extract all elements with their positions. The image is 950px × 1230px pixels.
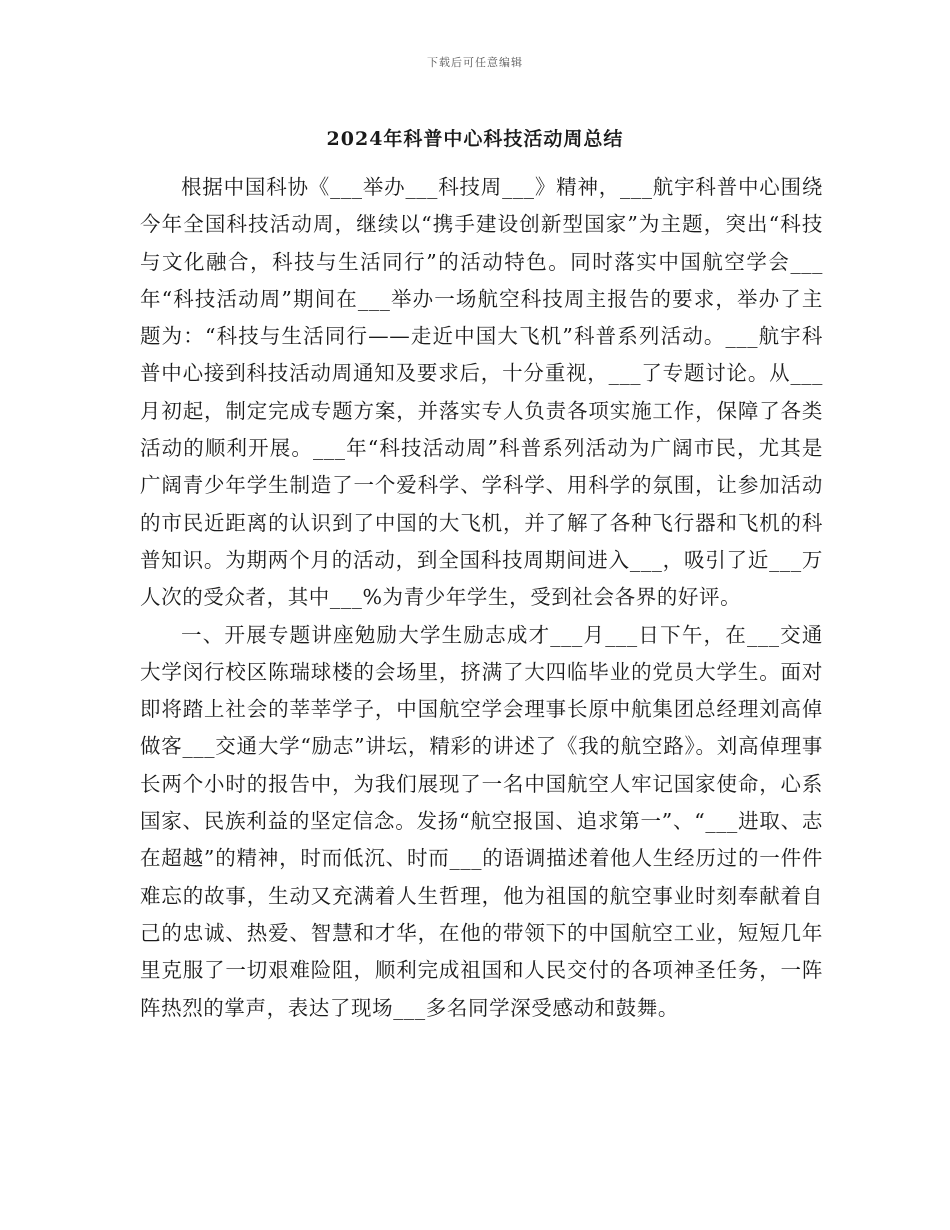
paragraph-intro: 根据中国科协《___举办___科技周___》精神，___航宇科普中心围绕今年全国科技活动周，继续以“携手建设创新型国家”为主题，突出“科技与文化融合，科技与生活同行”的活动特色。同时落实中国航空学会___年“科技活动周”期间在___举办一场航空科技周主报告的要求，举办了主题为：“科技与生活同行——走近中国大飞机”科普系列活动。___航宇科普中心接到科技活动周通知及要求后，十分重视，___了专题讨论。从___月初起，制定完成专题方案，并落实专人负责各项实施工作，保障了各类活动的顺利开展。___年“科技活动周”科普系列活动为广阔市民，尤其是广阔青少年学生制造了一个爱科学、学科学、用科学的氛围，让参加活动的市民近距离的认识到了中国的大飞机，并了解了各种飞行器和飞机的科普知识。为期两个月的活动，到全国科技周期间进入___，吸引了近___万人次的受众者，其中___%为青少年学生，受到社会各界的好评。 [140,175,823,610]
document-title: 2024年科普中心科技活动周总结 [326,128,624,150]
paragraph-section-one: 一、开展专题讲座勉励大学生励志成才___月___日下午，在___交通大学闵行校区陈瑞球楼的会场里，挤满了大四临毕业的党员大学生。面对即将踏上社会的莘莘学子，中国航空学会理事长原中航集团总经理刘高倬做客___交通大学“励志”讲坛，精彩的讲述了《我的航空路》。刘高倬理事长两个小时的报告中，为我们展现了一名中国航空人牢记国家使命，心系国家、民族利益的坚定信念。发扬“航空报国、追求第一”、“___进取、志在超越”的精神，时而低沉、时而___的语调描述着他人生经历过的一件件难忘的故事，生动又充满着人生哲理，他为祖国的航空事业时刻奉献着自己的忠诚、热爱、智慧和才华，在他的带领下的中国航空工业，短短几年里克服了一切艰难险阻，顺利完成祖国和人民交付的各项神圣任务，一阵阵热烈的掌声，表达了现场___多名同学深受感动和鼓舞。 [140,622,823,1020]
header-note: 下载后可任意编辑 [427,56,523,69]
document-body [140,169,823,1027]
